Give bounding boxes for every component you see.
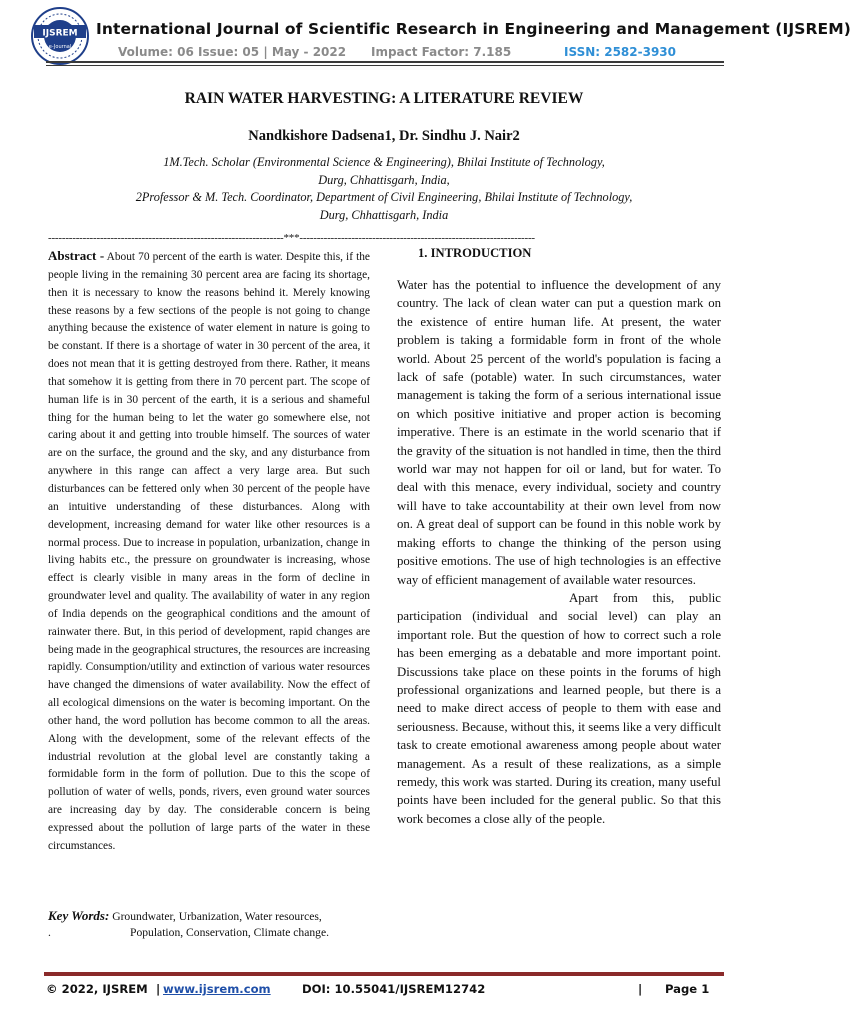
abstract [48, 247, 370, 856]
journal-title: International Journal of Scientific Research in Engineering and Management (IJSREM) [96, 20, 851, 38]
footer-separator-2: | [638, 982, 643, 996]
abstract-label: Abstract - [48, 248, 105, 263]
keywords [48, 906, 322, 926]
footer-copyright: © 2022, IJSREM [46, 982, 148, 996]
footer-separator: | [156, 982, 161, 996]
journal-logo [30, 6, 90, 66]
affiliations [0, 154, 768, 224]
introduction-paragraph-2-wrap [397, 589, 721, 828]
paper-title: RAIN WATER HARVESTING: A LITERATURE REVIEW [184, 90, 584, 107]
svg-text:e-Journal: e-Journal [48, 44, 72, 50]
introduction-paragraph-1: Water has the potential to influence the development of any country. The lack of clean water can put a question mark on the existence of entire human life. At present, the water problem is taking a formidable form in front of the whole world. About 25 percent of the world's population is facing a lack of safe (potable) water. In such circumstances, water management is taking the form of a serious international issue on which positive initiative and proper action is becoming imperative. There is an estimate in the world scenario that if the gravity of the situation is not handled in time, then the third world war may not happen for oil or land, but for water. To deal with this menace, every individual, society and country will have to take accountability at their own level from now on. A great deal of support can be found in this noble work by making efforts to change the thinking of the person using positive emotions. The use of high technologies is an effective way of efficient management of available water resources. [397, 278, 721, 587]
keywords-dot: . [48, 926, 51, 939]
keywords-colon: : [104, 908, 110, 923]
footer-page-number: Page 1 [665, 982, 710, 996]
footer-rule [44, 972, 724, 976]
abstract-text: About 70 percent of the earth is water. Despite this, if the people living in the remaining 30 percent area are facing its shortage, then it is necessary to know the reasons behind it. Merely knowing these reasons by a few sections of the people is not going to change anything because the existence of water element in nature is going to be constant. If there is a shortage of water in 30 percent of the area, it does not mean that it is getting destroyed from there. Rather, it means that somehow it is getting from there in 70 percent part. The scope of human life is in 30 percent of the earth, it is a serious and shameful thing for the human being to let the water go somewhere else, not caring about it and getting into trouble himself. The sources of water are on the surface, the ground and the sky, and any disturbance from anywhere in this range can affect a very large area. But such disturbances can be fettered only when 30 percent of the people have an intuitive understanding of these disturbances. Along with development, increasing demand for water like other resources is a normal process. Due to increase in population, urbanization, change in living habits etc., the pressure on groundwater is increasing, whose effect is clearly visible in many areas in the form of decline in groundwater level and quality. The availability of water in any region of India depends on the geographical conditions and the amount of rainwater there. But, in this period of development, rapid changes are being made in the geographical structures, the resources are increasing rapidly. Consumption/utility and extinction of various water resources have changed the dimensions of water availability. Now the effect of all ecological dimensions on the water is becoming important. On the other hand, the word pollution has become common to all the areas. Along with the development, some of the relevant effects of the industrial revolution at the global level are constantly taking a formidable form in the form of pollution. Due to this the scope of pollution of water of wells, ponds, rivers, even ground water sources are increasing day by day. The considerable concern is being expressed about the pollution of large parts of the water in these circumstances. [48, 251, 370, 852]
keywords-line-1: Groundwater, Urbanization, Water resources, [112, 910, 322, 923]
paper-authors: Nandkishore Dadsena1, Dr. Sindhu J. Nair2 [248, 128, 520, 144]
introduction-paragraph-2: Apart from this, public participation (individual and social level) can play an important role. But the question of how to correct such a role has been emerging as a debatable and more important point. Discussions take place on these points in the forums of high professional organizations and learned people, but there is a need to make direct access of people to them with ease and seriousness. Because, without this, it seems like a very difficult task to create emotional awareness among people about water management. As a result of these realizations, as a simple remedy, this work was started. During its creation, many useful points have been included for the general public. So that this work becomes a close ally of the people. [397, 590, 721, 826]
keywords-label: Key Words [48, 908, 105, 923]
volume-issue: Volume: 06 Issue: 05 | May - 2022 [118, 45, 347, 59]
footer-doi: DOI: 10.55041/IJSREM12742 [302, 982, 486, 996]
footer-website-wrap [163, 982, 271, 996]
affiliation-line: 1M.Tech. Scholar (Environmental Science & Engineering), Bhilai Institute of Technology, [163, 155, 605, 169]
header-rule-thin [46, 65, 724, 66]
issn: ISSN: 2582-3930 [564, 45, 677, 59]
journal-seal-icon [30, 6, 90, 66]
introduction-body [397, 276, 721, 828]
svg-text:IJSREM: IJSREM [42, 28, 78, 39]
section-divider: --------------------------------------------------------------------***-------------------------------------------------------------------- [48, 232, 535, 244]
impact-factor: Impact Factor: 7.185 [371, 45, 512, 59]
section-heading-introduction: 1. INTRODUCTION [418, 246, 532, 260]
header-rule [46, 61, 724, 63]
keywords-line-2: Population, Conservation, Climate change. [130, 926, 329, 939]
affiliation-line: Durg, Chhattisgarh, India, [318, 172, 450, 187]
affiliation-line: Durg, Chhattisgarh, India [319, 207, 449, 222]
keywords-line-2-row [48, 926, 329, 939]
affiliation-line: 2Professor & M. Tech. Coordinator, Department of Civil Engineering, Bhilai Institute of Technology, [135, 190, 633, 205]
footer-website-link[interactable]: www.ijsrem.com [163, 982, 271, 996]
